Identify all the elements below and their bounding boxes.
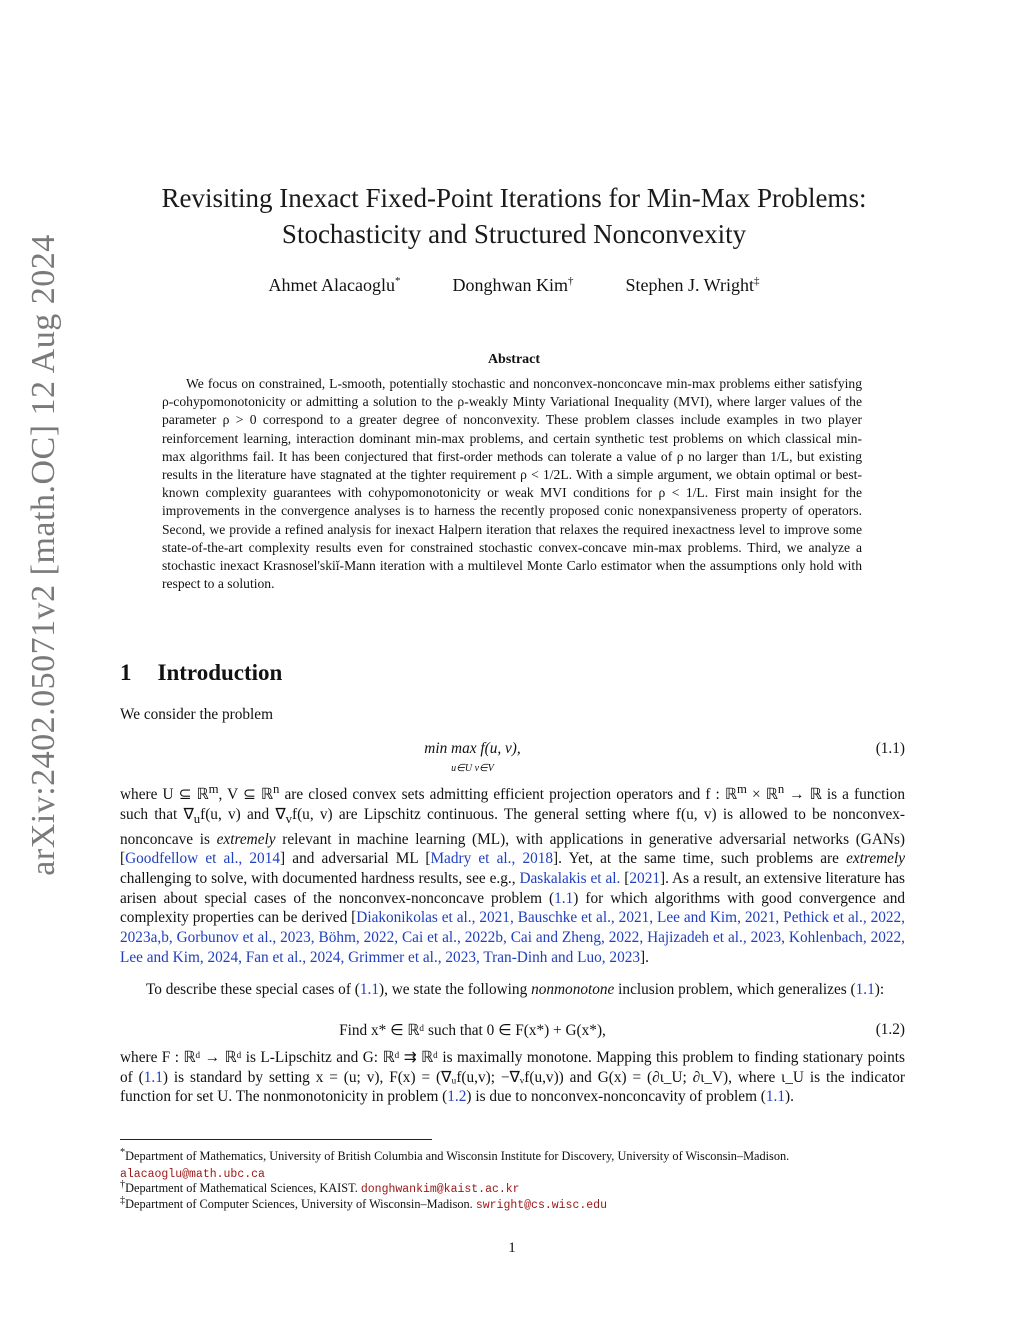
section-number: 1 bbox=[120, 660, 132, 685]
intro-paragraph-2: where U ⊆ ℝ$^m$, V ⊆ ℝ$^n$ are closed convex sets admitting efficient projection operators and f : ℝ$^m$ × ℝ$^n$ → ℝ is a function such that $\nabla_uf(u$, v) and $\nabla_vf(u$, v) are Lipschitz continuous. The general setting where f(u, v) is allowed to be nonconvex-nonconcave is extremely relevant in machine learning (ML), with applications in generative adversarial networks (GANs) [Goodfellow et al., 2014] and adversarial ML [Madry et al., 2018]. Yet, at the same time, such problems are extremely challenging to solve, with documented hardness results, see e.g., Daskalakis et al. [2021]. As a result, an extensive literature has arisen about special cases of the nonconvex-nonconcave problem (1.1) for which algorithms with good convergence and complexity properties can be derived [Diakonikolas et al., 2021, Bauschke et al., 2021, Lee and Kim, 2021, Pethick et al., 2022, 2023a,b, Gorbunov et al., 2023, Böhm, 2022, Cai et al., 2022b, Cai and Zheng, 2022, Hajizadeh et al., 2023, Kohlenbach, 2022, Lee and Kim, 2024, Fan et al., 2024, Grimmer et al., 2023, Tran-Dinh and Luo, 2023]. bbox=[120, 782, 906, 966]
equation-body: Find x* ∈ ℝᵈ such that 0 ∈ F(x*) + G(x*), bbox=[339, 1022, 606, 1039]
intro-paragraph-1: We consider the problem bbox=[120, 706, 273, 723]
abstract-heading: Abstract bbox=[487, 352, 541, 367]
email-link[interactable]: alacaoglu@math.ubc.ca bbox=[120, 1167, 265, 1181]
equation-1-2 bbox=[120, 1021, 905, 1043]
author: Stephen J. Wright‡ bbox=[625, 275, 760, 295]
section-heading bbox=[120, 660, 282, 686]
equation-reference-link[interactable]: 1.1 bbox=[554, 889, 574, 907]
footnote: ‡Department of Computer Sciences, University of Wisconsin–Madison. swright@cs.wisc.edu bbox=[120, 1195, 607, 1213]
author: Donghwan Kim† bbox=[452, 275, 574, 295]
citation-link[interactable]: Goodfellow et al., 2014 bbox=[125, 850, 281, 868]
page-number: 1 bbox=[508, 1240, 516, 1256]
equation-reference-link[interactable]: 1.1 bbox=[359, 981, 379, 998]
footnote-divider bbox=[120, 1139, 432, 1140]
arxiv-identifier[interactable]: arXiv:2402.05071v2 [math.OC] 12 Aug 2024 bbox=[25, 234, 62, 876]
citation-link[interactable]: 2021 bbox=[629, 869, 660, 887]
citation-link-group[interactable]: Diakonikolas et al., 2021, Bauschke et al., 2021, Lee and Kim, 2021, Pethick et al., 2022, 2023a,b, Gorbunov et al., 2023, Böhm, 2022, Cai et al., 2022b, Cai and Zheng, 2022, Hajizadeh et al., 2023, Kohlenbach, 2022, Lee and Kim, 2024, Fan et al., 2024, Grimmer et al., 2023, Tran-Dinh and Luo, 2023 bbox=[120, 909, 905, 966]
email-link[interactable]: swright@cs.wisc.edu bbox=[475, 1199, 607, 1213]
equation-body: min max f(u, v), bbox=[424, 740, 521, 757]
citation-link[interactable]: Daskalakis et al. bbox=[519, 869, 621, 887]
equation-reference-link[interactable]: 1.1 bbox=[143, 1068, 163, 1086]
equation-number: (1.2) bbox=[875, 1021, 905, 1038]
equation-reference-link[interactable]: 1.1 bbox=[855, 981, 875, 998]
equation-reference-link[interactable]: 1.1 bbox=[765, 1088, 786, 1106]
section-title: Introduction bbox=[157, 660, 283, 685]
author-list bbox=[100, 275, 928, 296]
arxiv-sidebar bbox=[6, 235, 82, 875]
intro-paragraph-3: To describe these special cases of (1.1), we state the following nonmonotone inclusion problem, which generalizes (1.1): bbox=[146, 981, 885, 998]
equation-1-1: min max f(u, v), u∈U v∈V (1.1) bbox=[424, 740, 905, 774]
email-link[interactable]: donghwankim@kaist.ac.kr bbox=[360, 1183, 520, 1197]
footnote: †Department of Mathematical Sciences, KAIST. donghwankim@kaist.ac.kr bbox=[120, 1179, 520, 1197]
citation-link[interactable]: Madry et al., 2018 bbox=[430, 850, 554, 868]
equation-reference-link[interactable]: 1.2 bbox=[447, 1088, 467, 1106]
abstract-text: We focus on constrained, L-smooth, potentially stochastic and nonconvex-nonconcave min-max problems either satisfying ρ-cohypomonotonicity or admitting a solution to the ρ-weakly Minty Variational Inequality (MVI), where larger values of the parameter ρ > 0 correspond to a greater degree of nonconvexity. These problem classes include examples in two player reinforcement learning, interaction dominant min-max problems, and certain synthetic test problems on which classical min-max algorithms fail. It has been conjectured that first-order methods can tolerate a value of ρ no larger than 1/L, but existing results in the literature have stagnated at the tighter requirement ρ < 1/2L. With a simple argument, we obtain optimal or best-known complexity guarantees with cohypomonotonicity or weak MVI conditions for ρ < 1/L. First main insight for the improvements in the convergence analyses is to harness the recently proposed conic nonexpansiveness property of operators. Second, we provide a refined analysis for inexact Halpern iteration that relaxes the required inexactness level to improve some state-of-the-art complexity results even for constrained stochastic convex-concave min-max problems. Third, we analyze a stochastic inexact Krasnosel'skiĭ-Mann iteration with a multilevel Monte Carlo estimator when the assumptions only hold with respect to a solution. bbox=[162, 376, 862, 592]
author: Ahmet Alacaoglu* bbox=[268, 275, 401, 295]
paper-title bbox=[100, 180, 928, 252]
intro-paragraph-4: where F : ℝᵈ → ℝᵈ is L-Lipschitz and G: ℝᵈ ⇉ ℝᵈ is maximally monotone. Mapping this problem to finding stationary points of (1.1) is standard by setting x = (u; v), F(x) = (∇ᵤf(u,v); −∇ᵥf(u,v)) and G(x) = (∂ι_U; ∂ι_V), where ι_U is the indicator function for set U. The nonmonotonicity in problem (1.2) is due to nonconvex-nonconcavity of problem (1.1). bbox=[120, 1049, 905, 1106]
equation-number: (1.1) bbox=[875, 740, 905, 757]
title-line-1: Revisiting Inexact Fixed-Point Iterations for Min-Max Problems: bbox=[161, 183, 867, 213]
title-line-2: Stochasticity and Structured Nonconvexity bbox=[281, 219, 747, 249]
footnote: *Department of Mathematics, University of British Columbia and Wisconsin Institute for Discovery, University of Wisconsin–Madison. alacaoglu@math.ubc.ca bbox=[120, 1147, 790, 1181]
